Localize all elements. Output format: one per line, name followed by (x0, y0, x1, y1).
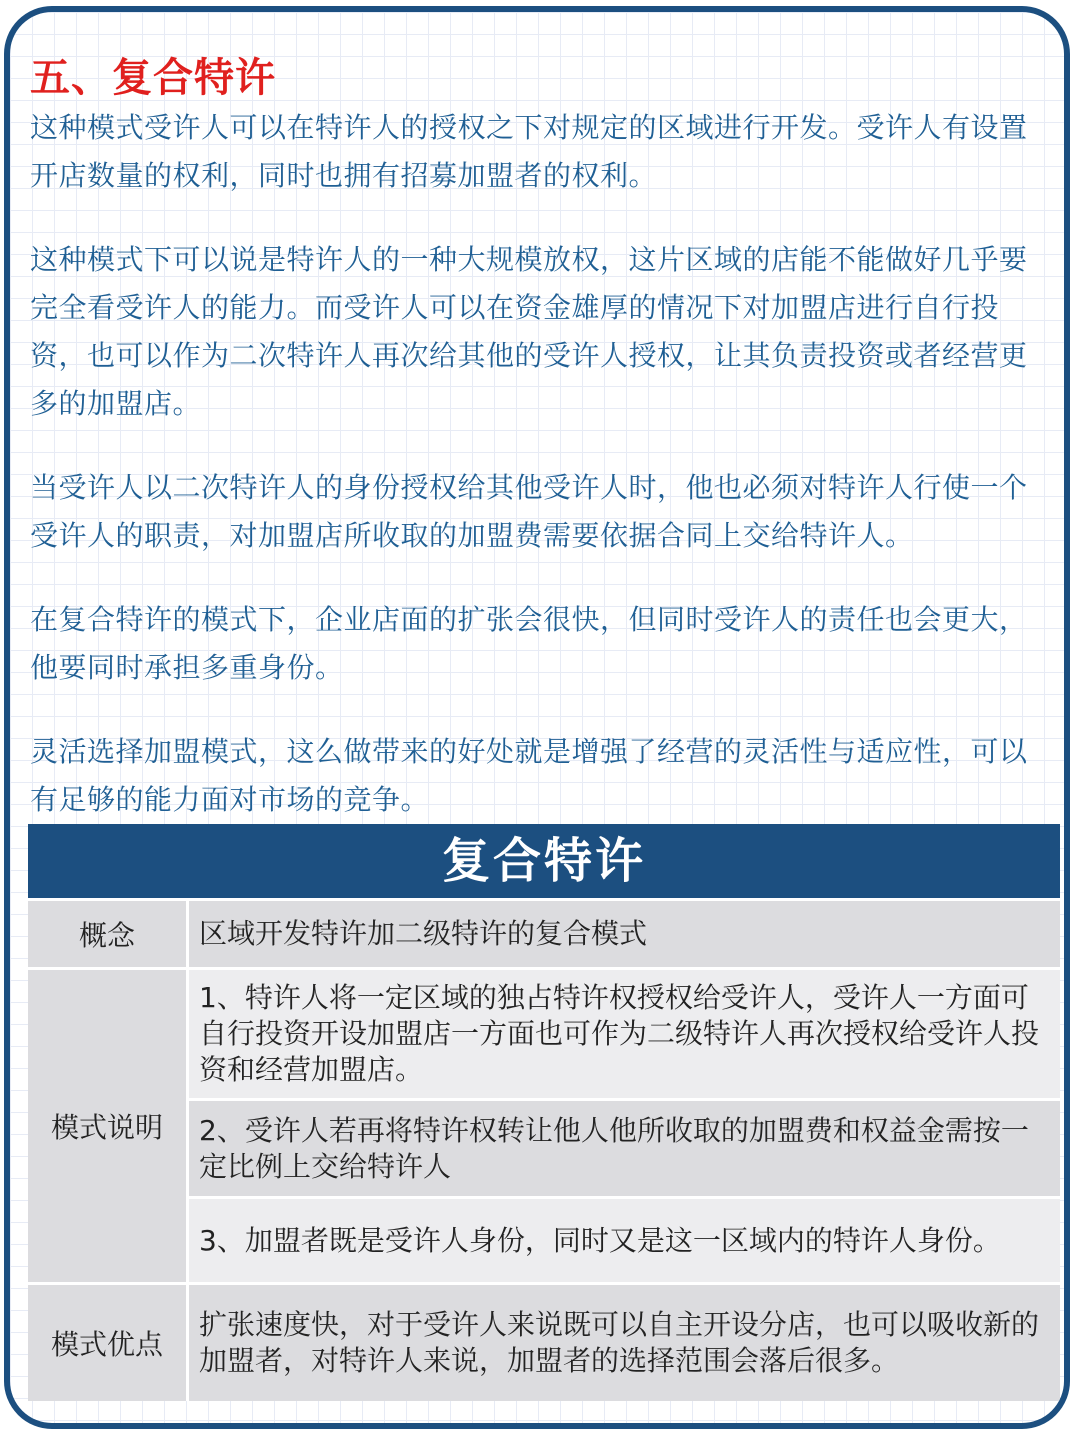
row-label: 模式说明 (28, 970, 189, 1282)
table-row-mode (28, 967, 1060, 1282)
mode-item: 3、加盟者既是受许人身份，同时又是这一区域内的特许人身份。 (189, 1196, 1060, 1282)
paragraph: 这种模式下可以说是特许人的一种大规模放权，这片区域的店能不能做好几乎要完全看受许人的能力。而受许人可以在资金雄厚的情况下对加盟店进行自行投资，也可以作为二次特许人再次给其他的受许人授权，让其负责投资或者经营更多的加盟店。 (30, 243, 1028, 420)
paragraph-list (30, 104, 1040, 860)
row-cells (189, 901, 1060, 967)
content-card (4, 6, 1070, 1429)
paragraph: 灵活选择加盟模式，这么做带来的好处就是增强了经营的灵活性与适应性，可以有足够的能力面对市场的竞争。 (30, 735, 1028, 816)
paragraph: 在复合特许的模式下，企业店面的扩张会很快，但同时受许人的责任也会更大，他要同时承担多重身份。 (30, 603, 1028, 684)
mode-item: 2、受许人若再将特许权转让他人他所收取的加盟费和权益金需按一定比例上交给特许人 (189, 1098, 1060, 1196)
row-label: 概念 (28, 901, 189, 967)
table-row-concept (28, 898, 1060, 967)
row-cells (189, 1285, 1060, 1401)
paragraph: 这种模式受许人可以在特许人的授权之下对规定的区域进行开发。受许人有设置开店数量的权利，同时也拥有招募加盟者的权利。 (30, 111, 1028, 192)
row-label: 模式优点 (28, 1285, 189, 1401)
section-heading: 五、复合特许 (30, 55, 276, 101)
row-value: 区域开发特许加二级特许的复合模式 (189, 901, 1060, 967)
summary-table (28, 824, 1060, 1401)
paragraph: 当受许人以二次特许人的身份授权给其他受许人时，他也必须对特许人行使一个受许人的职责，对加盟店所收取的加盟费需要依据合同上交给特许人。 (30, 471, 1028, 552)
table-row-advantage (28, 1282, 1060, 1401)
row-cells (189, 970, 1060, 1282)
mode-item: 1、特许人将一定区域的独占特许权授权给受许人，受许人一方面可自行投资开设加盟店一方面也可作为二级特许人再次授权给受许人投资和经营加盟店。 (189, 970, 1060, 1098)
table-title: 复合特许 (28, 824, 1060, 898)
row-value: 扩张速度快，对于受许人来说既可以自主开设分店，也可以吸收新的加盟者，对特许人来说，加盟者的选择范围会落后很多。 (189, 1285, 1060, 1401)
